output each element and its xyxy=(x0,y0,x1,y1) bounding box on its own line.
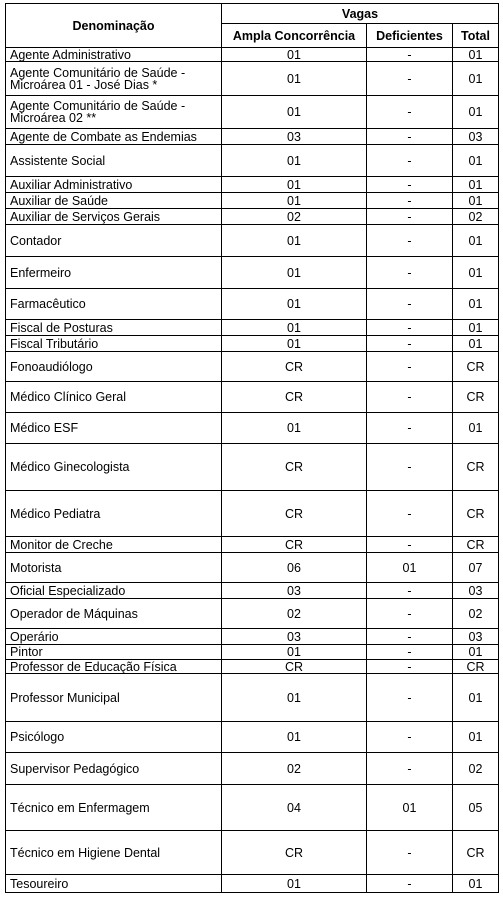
table-row xyxy=(6,225,499,257)
cell-denominacao: Supervisor Pedagógico xyxy=(6,753,222,785)
cell-denominacao: Técnico em Higiene Dental xyxy=(6,831,222,875)
cell-denominacao: Professor de Educação Física xyxy=(6,660,222,674)
cell-deficientes: - xyxy=(367,831,453,875)
cell-total: CR xyxy=(453,352,499,382)
cell-ampla-concorrencia: 01 xyxy=(222,722,367,753)
header-deficientes: Deficientes xyxy=(367,24,453,48)
cell-ampla-concorrencia: CR xyxy=(222,831,367,875)
cell-total: 03 xyxy=(453,583,499,599)
cell-total: 01 xyxy=(453,145,499,177)
cell-deficientes: - xyxy=(367,444,453,491)
cell-denominacao: Médico Clínico Geral xyxy=(6,382,222,413)
cell-ampla-concorrencia: 03 xyxy=(222,629,367,645)
cell-ampla-concorrencia: CR xyxy=(222,537,367,553)
cell-deficientes: - xyxy=(367,96,453,129)
cell-deficientes: - xyxy=(367,583,453,599)
cell-ampla-concorrencia: 01 xyxy=(222,336,367,352)
cell-denominacao: Agente Comunitário de Saúde - Microárea 01 - José Dias * xyxy=(6,62,222,96)
cell-total: 01 xyxy=(453,320,499,336)
cell-total: CR xyxy=(453,537,499,553)
table-row xyxy=(6,629,499,645)
header-total: Total xyxy=(453,24,499,48)
cell-ampla-concorrencia: CR xyxy=(222,352,367,382)
cell-deficientes: - xyxy=(367,193,453,209)
cell-total: 01 xyxy=(453,674,499,722)
table-row xyxy=(6,583,499,599)
table-row xyxy=(6,382,499,413)
cell-deficientes: - xyxy=(367,257,453,289)
cell-denominacao: Enfermeiro xyxy=(6,257,222,289)
cell-denominacao: Agente Administrativo xyxy=(6,48,222,62)
cell-ampla-concorrencia: CR xyxy=(222,491,367,537)
cell-ampla-concorrencia: 01 xyxy=(222,413,367,444)
cell-ampla-concorrencia: 04 xyxy=(222,785,367,831)
cell-ampla-concorrencia: 01 xyxy=(222,62,367,96)
cell-total: 01 xyxy=(453,722,499,753)
cell-total: 01 xyxy=(453,177,499,193)
cell-ampla-concorrencia: 01 xyxy=(222,674,367,722)
cell-total: 01 xyxy=(453,96,499,129)
cell-ampla-concorrencia: 01 xyxy=(222,225,367,257)
cell-deficientes: - xyxy=(367,177,453,193)
cell-total: 01 xyxy=(453,225,499,257)
cell-deficientes: - xyxy=(367,753,453,785)
table-row xyxy=(6,553,499,583)
cell-deficientes: - xyxy=(367,660,453,674)
table-row xyxy=(6,599,499,629)
cell-ampla-concorrencia: 06 xyxy=(222,553,367,583)
table-row xyxy=(6,352,499,382)
cell-ampla-concorrencia: CR xyxy=(222,660,367,674)
table-row xyxy=(6,209,499,225)
cell-total: 01 xyxy=(453,193,499,209)
cell-denominacao: Auxiliar de Serviços Gerais xyxy=(6,209,222,225)
table-row xyxy=(6,145,499,177)
cell-total: 02 xyxy=(453,599,499,629)
cell-ampla-concorrencia: 01 xyxy=(222,875,367,893)
cell-deficientes: - xyxy=(367,352,453,382)
table-row xyxy=(6,645,499,660)
cell-deficientes: - xyxy=(367,62,453,96)
table-row xyxy=(6,722,499,753)
cell-total: 03 xyxy=(453,629,499,645)
cell-denominacao: Professor Municipal xyxy=(6,674,222,722)
cell-ampla-concorrencia: 03 xyxy=(222,129,367,145)
cell-deficientes: - xyxy=(367,48,453,62)
cell-denominacao: Auxiliar de Saúde xyxy=(6,193,222,209)
cell-denominacao: Farmacêutico xyxy=(6,289,222,320)
table-row xyxy=(6,336,499,352)
cell-total: 01 xyxy=(453,289,499,320)
cell-ampla-concorrencia: 01 xyxy=(222,193,367,209)
table-row xyxy=(6,320,499,336)
cell-deficientes: - xyxy=(367,320,453,336)
cell-denominacao: Pintor xyxy=(6,645,222,660)
cell-ampla-concorrencia: 03 xyxy=(222,583,367,599)
table-row xyxy=(6,413,499,444)
cell-denominacao: Monitor de Creche xyxy=(6,537,222,553)
cell-deficientes: - xyxy=(367,537,453,553)
cell-deficientes: 01 xyxy=(367,785,453,831)
cell-denominacao: Técnico em Enfermagem xyxy=(6,785,222,831)
cell-total: 05 xyxy=(453,785,499,831)
header-vagas: Vagas xyxy=(222,4,499,24)
cell-deficientes: - xyxy=(367,875,453,893)
cell-total: 03 xyxy=(453,129,499,145)
cell-deficientes: 01 xyxy=(367,553,453,583)
cell-denominacao: Operário xyxy=(6,629,222,645)
cell-denominacao: Operador de Máquinas xyxy=(6,599,222,629)
cell-denominacao: Médico Pediatra xyxy=(6,491,222,537)
cell-denominacao: Motorista xyxy=(6,553,222,583)
cell-denominacao: Fiscal Tributário xyxy=(6,336,222,352)
cell-total: 01 xyxy=(453,48,499,62)
cell-total: CR xyxy=(453,444,499,491)
cell-deficientes: - xyxy=(367,336,453,352)
cell-deficientes: - xyxy=(367,145,453,177)
cell-total: 01 xyxy=(453,645,499,660)
table-row xyxy=(6,674,499,722)
cell-ampla-concorrencia: 02 xyxy=(222,753,367,785)
table-row xyxy=(6,753,499,785)
cell-denominacao: Assistente Social xyxy=(6,145,222,177)
cell-ampla-concorrencia: 02 xyxy=(222,209,367,225)
cell-deficientes: - xyxy=(367,645,453,660)
table-row xyxy=(6,193,499,209)
cell-total: 07 xyxy=(453,553,499,583)
cell-ampla-concorrencia: 02 xyxy=(222,599,367,629)
cell-total: 01 xyxy=(453,257,499,289)
cell-ampla-concorrencia: CR xyxy=(222,382,367,413)
vacancies-table xyxy=(5,3,499,893)
cell-deficientes: - xyxy=(367,674,453,722)
table-row xyxy=(6,831,499,875)
cell-total: 02 xyxy=(453,753,499,785)
table-row xyxy=(6,177,499,193)
cell-deficientes: - xyxy=(367,629,453,645)
cell-deficientes: - xyxy=(367,722,453,753)
cell-total: CR xyxy=(453,831,499,875)
cell-ampla-concorrencia: 01 xyxy=(222,177,367,193)
cell-total: CR xyxy=(453,382,499,413)
cell-deficientes: - xyxy=(367,413,453,444)
table-row xyxy=(6,62,499,96)
table-row xyxy=(6,785,499,831)
cell-ampla-concorrencia: 01 xyxy=(222,289,367,320)
cell-total: 01 xyxy=(453,62,499,96)
cell-deficientes: - xyxy=(367,382,453,413)
cell-ampla-concorrencia: 01 xyxy=(222,320,367,336)
cell-ampla-concorrencia: 01 xyxy=(222,645,367,660)
table-row xyxy=(6,537,499,553)
table-row xyxy=(6,48,499,62)
cell-denominacao: Oficial Especializado xyxy=(6,583,222,599)
cell-denominacao: Agente de Combate as Endemias xyxy=(6,129,222,145)
cell-ampla-concorrencia: CR xyxy=(222,444,367,491)
cell-total: CR xyxy=(453,660,499,674)
table-row xyxy=(6,444,499,491)
cell-ampla-concorrencia: 01 xyxy=(222,257,367,289)
header-ampla-concorrencia: Ampla Concorrência xyxy=(222,24,367,48)
cell-ampla-concorrencia: 01 xyxy=(222,145,367,177)
cell-denominacao: Tesoureiro xyxy=(6,875,222,893)
table-row xyxy=(6,257,499,289)
table-row xyxy=(6,491,499,537)
cell-deficientes: - xyxy=(367,225,453,257)
cell-denominacao: Contador xyxy=(6,225,222,257)
header-denominacao: Denominação xyxy=(6,4,222,48)
table-row xyxy=(6,129,499,145)
cell-total: 02 xyxy=(453,209,499,225)
cell-ampla-concorrencia: 01 xyxy=(222,96,367,129)
table-row xyxy=(6,96,499,129)
cell-denominacao: Fiscal de Posturas xyxy=(6,320,222,336)
cell-denominacao: Fonoaudiólogo xyxy=(6,352,222,382)
cell-deficientes: - xyxy=(367,599,453,629)
cell-total: 01 xyxy=(453,875,499,893)
cell-total: 01 xyxy=(453,336,499,352)
cell-denominacao: Agente Comunitário de Saúde - Microárea 02 ** xyxy=(6,96,222,129)
cell-ampla-concorrencia: 01 xyxy=(222,48,367,62)
cell-deficientes: - xyxy=(367,491,453,537)
cell-total: 01 xyxy=(453,413,499,444)
cell-denominacao: Psicólogo xyxy=(6,722,222,753)
cell-deficientes: - xyxy=(367,129,453,145)
table-row xyxy=(6,660,499,674)
cell-denominacao: Médico Ginecologista xyxy=(6,444,222,491)
table-row xyxy=(6,875,499,893)
cell-total: CR xyxy=(453,491,499,537)
table-row xyxy=(6,289,499,320)
cell-deficientes: - xyxy=(367,289,453,320)
cell-denominacao: Auxiliar Administrativo xyxy=(6,177,222,193)
cell-denominacao: Médico ESF xyxy=(6,413,222,444)
cell-deficientes: - xyxy=(367,209,453,225)
